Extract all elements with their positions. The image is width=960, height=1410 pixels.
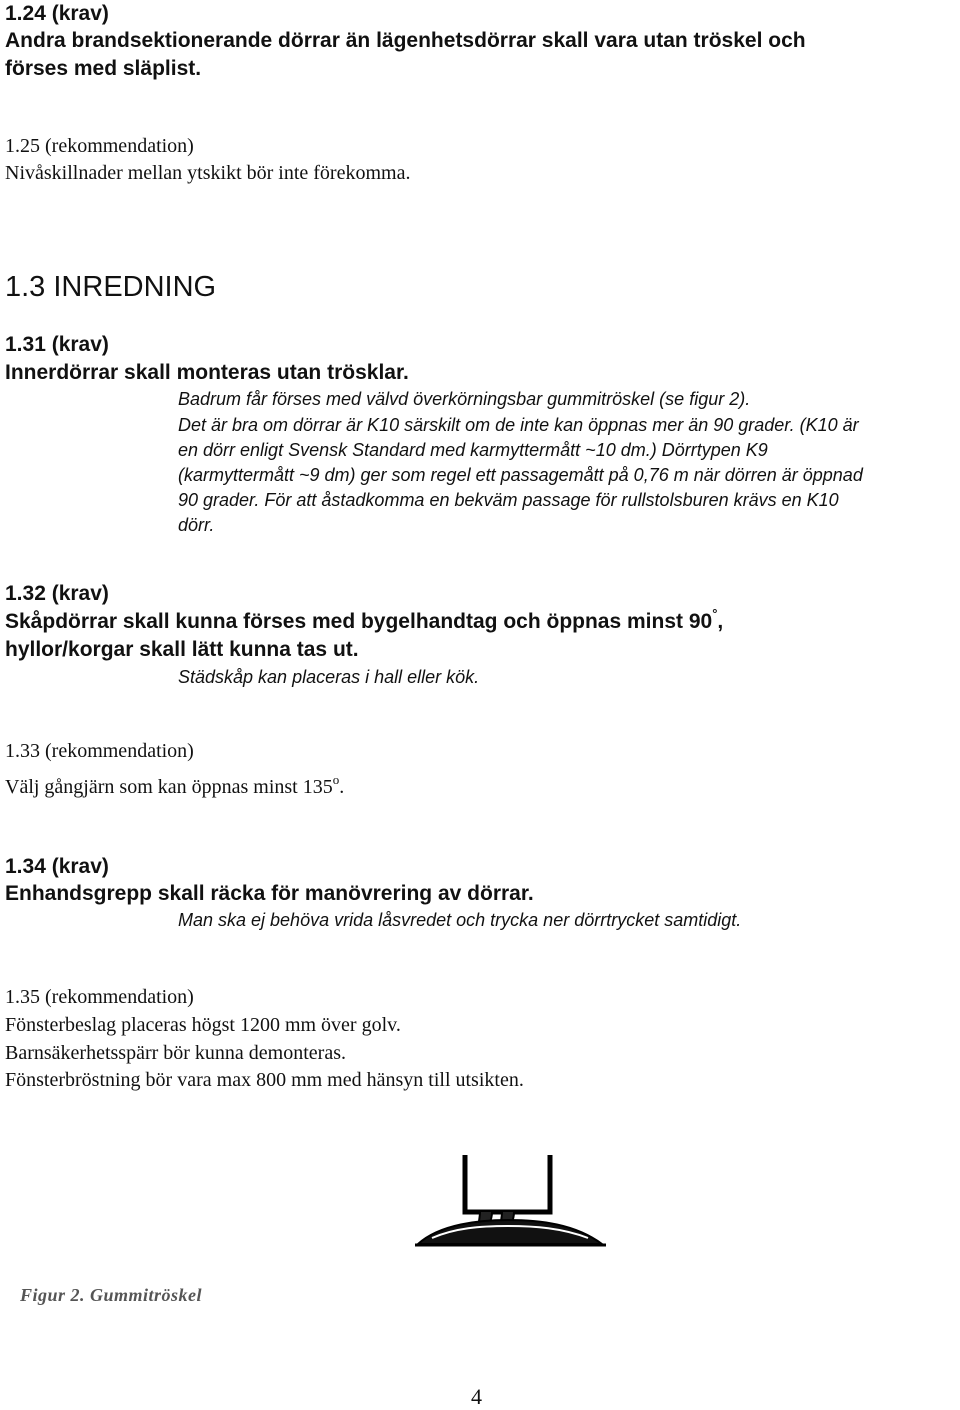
- section-1-32-note: Städskåp kan placeras i hall eller kök.: [178, 667, 480, 687]
- section-1-35-heading: 1.35 (rekommendation): [5, 986, 194, 1008]
- section-1-33-text: [5, 772, 345, 798]
- section-1-31-note-line6: dörr.: [178, 515, 215, 535]
- section-1-25-heading: 1.25 (rekommendation): [5, 135, 194, 157]
- section-1-33-text-main: Välj gångjärn som kan öppnas minst 135: [5, 776, 333, 798]
- section-1-35-line3: Fönsterbröstning bör vara max 800 mm med hänsyn till utsikten.: [5, 1069, 524, 1091]
- section-1-32-title-line1-text: Skåpdörrar skall kunna förses med bygelhandtag och öppnas minst 90: [5, 610, 713, 633]
- section-1-3-heading: 1.3 INREDNING: [5, 271, 217, 303]
- section-1-24-title-line1: Andra brandsektionerande dörrar än lägenhetsdörrar skall vara utan tröskel och: [5, 29, 806, 52]
- section-1-31-title: Innerdörrar skall monteras utan trösklar.: [5, 361, 409, 384]
- section-1-33-text-end: .: [339, 776, 345, 798]
- section-1-31-note-line2: Det är bra om dörrar är K10 särskilt om de inte kan öppnas mer än 90 grader. (K10 är: [178, 415, 859, 435]
- section-1-31-note-line4: (karmyttermått ~9 dm) ger som regel ett passagemått på 0,76 m när dörren är öppnad: [178, 465, 863, 485]
- section-1-32-title-line1-end: ,: [717, 610, 724, 633]
- section-1-35-line1: Fönsterbeslag placeras högst 1200 mm över golv.: [5, 1014, 401, 1036]
- section-1-34-heading: 1.34 (krav): [5, 855, 109, 878]
- section-1-34-title: Enhandsgrepp skall räcka för manövrering av dörrar.: [5, 882, 534, 905]
- section-1-24-title-line2: förses med släplist.: [5, 57, 202, 80]
- section-1-34-note: Man ska ej behöva vrida låsvredet och trycka ner dörrtrycket samtidigt.: [178, 910, 742, 930]
- section-1-32-heading: 1.32 (krav): [5, 582, 109, 605]
- section-1-35-line2: Barnsäkerhetsspärr bör kunna demonteras.: [5, 1042, 346, 1064]
- degree-sign: °: [712, 606, 718, 621]
- section-1-31-heading: 1.31 (krav): [5, 333, 109, 356]
- section-1-31-note-line5: 90 grader. För att åstadkomma en bekväm passage för rullstolsburen krävs en K10: [178, 490, 839, 510]
- degree-sign: o: [332, 772, 340, 787]
- section-1-32-title-line1: [5, 606, 724, 633]
- section-1-33-heading: 1.33 (rekommendation): [5, 740, 194, 762]
- section-1-24-heading: 1.24 (krav): [5, 2, 109, 25]
- section-1-31-note-line1: Badrum får förses med välvd överkörningsbar gummitröskel (se figur 2).: [178, 389, 751, 409]
- section-1-32-title-line2: hyllor/korgar skall lätt kunna tas ut.: [5, 638, 359, 661]
- figure-caption: Figur 2. Gummitröskel: [20, 1285, 203, 1305]
- section-1-31-note-line3: en dörr enligt Svensk Standard med karmyttermått ~10 dm.) Dörrtypen K9: [178, 440, 768, 460]
- page-number: 4: [471, 1384, 482, 1409]
- section-1-25-text: Nivåskillnader mellan ytskikt bör inte förekomma.: [5, 162, 411, 184]
